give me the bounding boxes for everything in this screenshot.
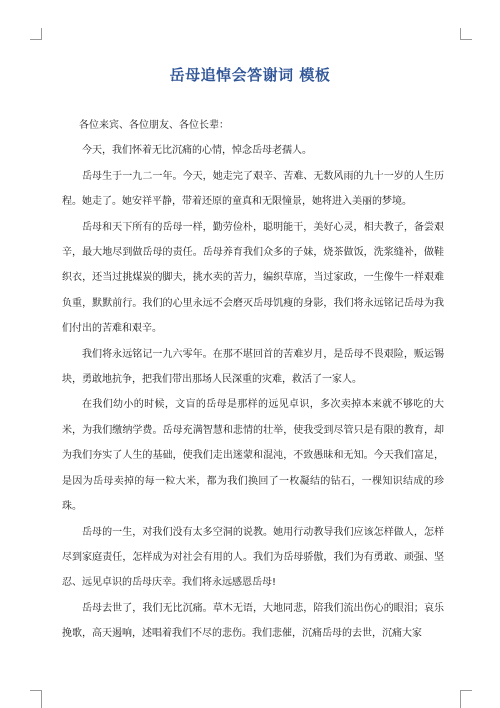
paragraph: 岳母的一生，对我们没有太多空洞的说教。她用行动教导我们应该怎样做人，怎样尽到家庭责任，怎样成为对社会有用的人。我们为岳母骄傲，我们为有勇敢、顽强、坚忍、远见卓识的岳母庆幸。我们将永远感恩岳母! [62, 526, 444, 589]
page-corner-mark-bottom-right [460, 690, 472, 708]
paragraph: 岳母和天下所有的岳母一样，勤劳俭朴，聪明能干，美好心灵，相夫教子，备尝艰辛，最大地尽到做岳母的责任。岳母养育我们众多的子妹，烧茶做饭，洗浆缝补，做鞋织衣，还当过挑煤炭的脚夫，挑水卖的苦力，编织草席，当过家政，一生像牛一样艰难负重，默默前行。我们的心里永远不会磨灭岳母饥瘦的身影，我们将永远铭记岳母为我们付出的苦难和艰辛。 [62, 221, 444, 335]
paragraph: 岳母去世了，我们无比沉痛。草木无语，大地同悲，陪我们流出伤心的眼泪；哀乐挽歌，高天遏响，述唱着我们不尽的悲伤。我们悲催，沉痛岳母的去世，沉痛大家 [62, 602, 444, 640]
paragraph-salutation: 各位来宾、各位朋友、各位长辈： [79, 120, 229, 131]
page-corner-mark-top-right [460, 28, 472, 40]
paragraph: 我们将永远铭记一九六零年。在那不堪回首的苦难岁月，是岳母不畏艰险，贩运锡块，勇敢地抗争，把我们带出那场人民深重的灾难，救活了一家人。 [62, 348, 444, 386]
page-corner-mark-bottom-left [30, 690, 42, 708]
page-corner-mark-top-left [30, 28, 42, 40]
document-title: 岳母追悼会答谢词 模板 [169, 66, 331, 84]
paragraph: 在我们幼小的时候，文盲的岳母是那样的远见卓识，多次卖掉本来就不够吃的大米，为我们缴纳学费。岳母充满智慧和悲情的壮举，使我受到尽管只是有限的教育，却为我们夯实了人生的基础，使我们走出迷蒙和混沌，不致愚昧和无知。今天我们富足，是因为岳母卖掉的每一粒大米，都为我们换回了一枚凝结的钻石，一棵知识结成的珍珠。 [62, 399, 444, 513]
paragraph: 今天，我们怀着无比沉痛的心情，悼念岳母老孺人。 [82, 145, 312, 157]
document-body [62, 113, 444, 647]
paragraph: 岳母生于一九二一年。今天，她走完了艰辛、苦难、无数风雨的九十一岁的人生历程。她走了。她安祥平静，带着还原的童真和无限憧景，她将进入美丽的梦境。 [62, 170, 444, 208]
